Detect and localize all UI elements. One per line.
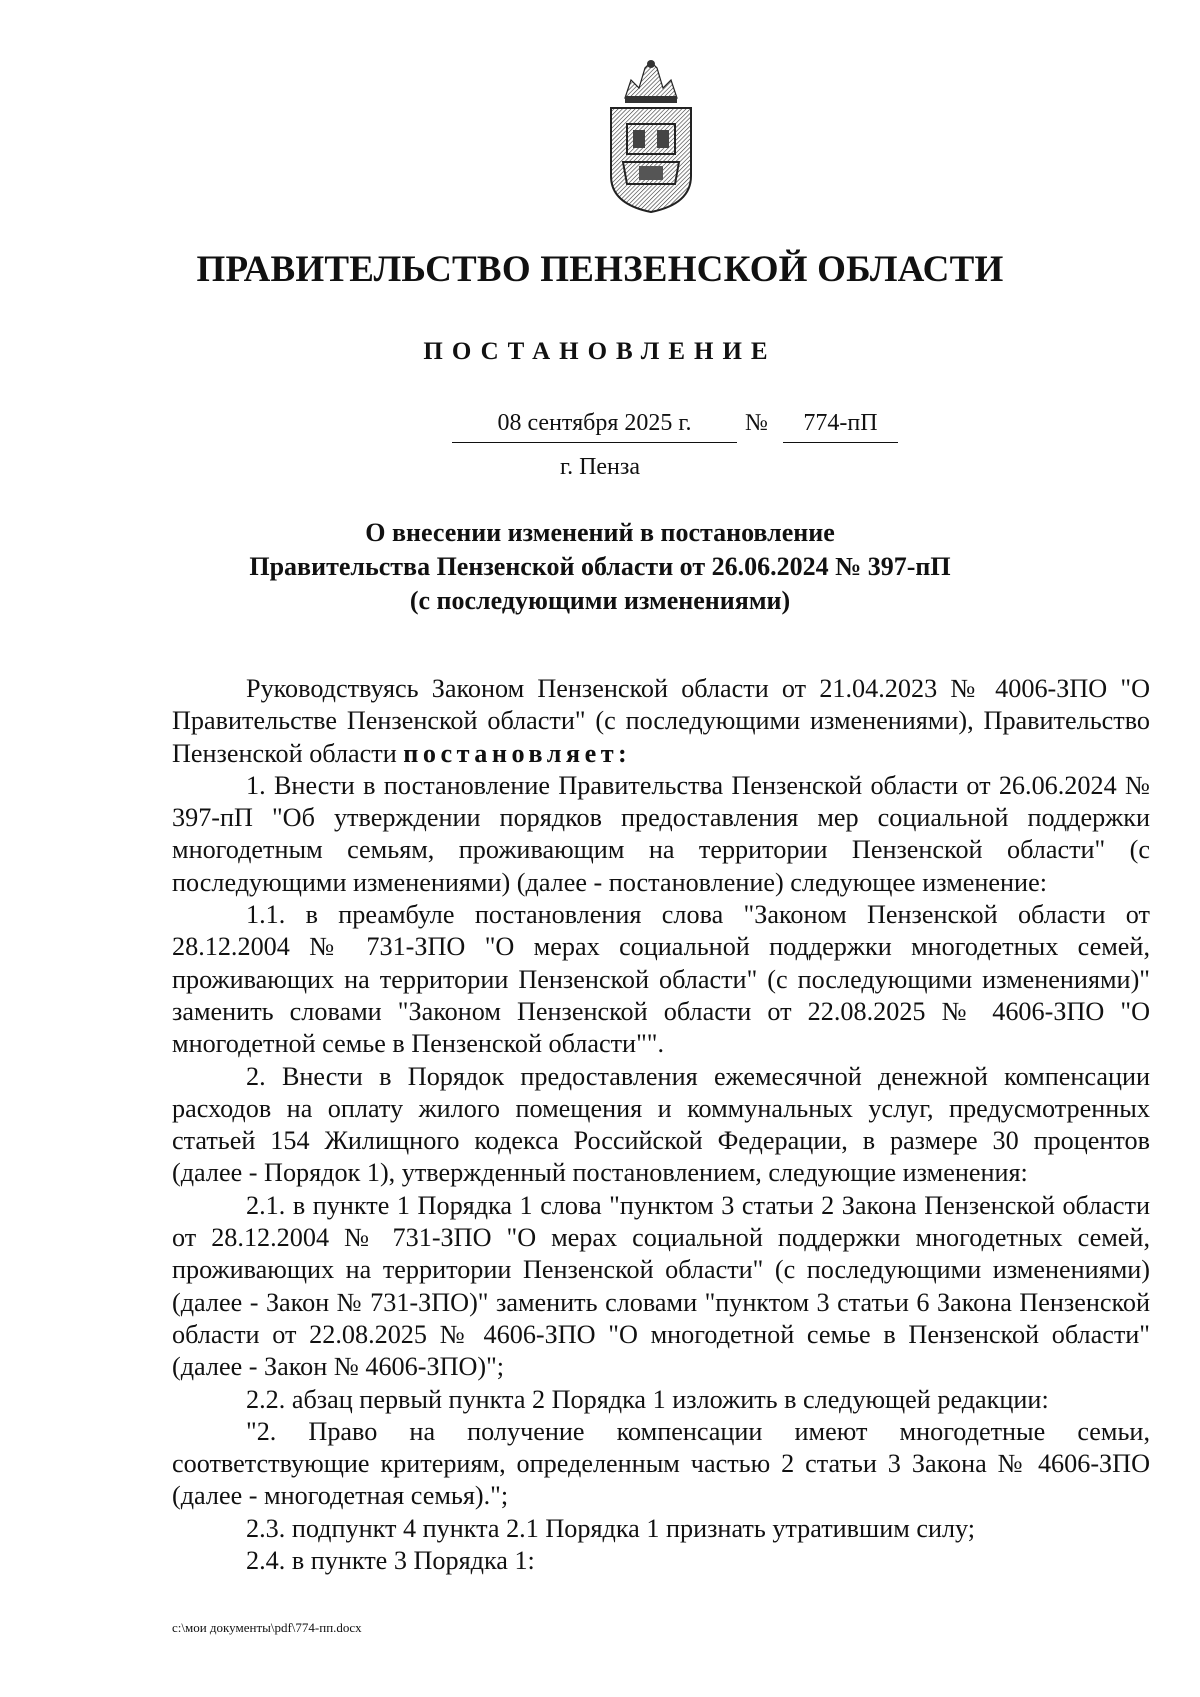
pensa-coat-of-arms-icon bbox=[605, 58, 697, 214]
preamble-text: Руководствуясь Законом Пензенской области от 21.04.2023 № 4006-ЗПО "О Правительстве Пензенской области" (с последующими изменениями), Правительство Пензенской области bbox=[172, 674, 1150, 768]
paragraph-2-2: 2.2. абзац первый пункта 2 Порядка 1 изложить в следующей редакции: bbox=[246, 1384, 1049, 1414]
number-sign: № bbox=[745, 410, 768, 436]
paragraph-2-4: 2.4. в пункте 3 Порядка 1: bbox=[246, 1546, 535, 1576]
paragraph-quote-2: "2. Право на получение компенсации имеют многодетные семьи, соответствующие критериям, определенным частью 2 статьи 3 Закона № 4606-ЗПО (далее - многодетная семья)."; bbox=[172, 1416, 1150, 1511]
paragraph-2-1: 2.1. в пункте 1 Порядка 1 слова "пунктом 3 статьи 2 Закона Пензенской области от 28.12.2004 № 731-ЗПО "О мерах социальной поддержки многодетных семей, проживающих на территории Пензенской области" (с последующими изменениями) (далее - Закон № 731-ЗПО)" заменить словами "пунктом 3 статьи 6 Закона Пензенской области от 22.08.2025 № 4606-ЗПО "О многодетной семье в Пензенской области" (далее - Закон № 4606-ЗПО)"; bbox=[172, 1190, 1150, 1382]
document-subject bbox=[0, 516, 1200, 618]
subject-line-1: О внесении изменений в постановление bbox=[365, 518, 835, 547]
paragraph-2: 2. Внести в Порядок предоставления ежемесячной денежной компенсации расходов на оплату жилого помещения и коммунальных услуг, предусмотренных статьей 154 Жилищного кодекса Российской Федерации, в размере 30 процентов (далее - Порядок 1), утвержденный постановлением, следующие изменения: bbox=[172, 1061, 1150, 1188]
paragraph-preamble bbox=[172, 673, 1150, 770]
document-body bbox=[172, 673, 1150, 1577]
resolves-word: постановляет: bbox=[403, 738, 632, 768]
subject-line-2: Правительства Пензенской области от 26.06.2024 № 397-пП bbox=[249, 552, 951, 581]
paragraph-1-1: 1.1. в преамбуле постановления слова "Законом Пензенской области от 28.12.2004 № 731-ЗПО "О мерах социальной поддержки многодетных семей, проживающих на территории Пензенской области" (с последующими изменениями)" заменить словами "Законом Пензенской области от 22.08.2025 № 4606-ЗПО "О многодетной семье в Пензенской области"". bbox=[172, 900, 1150, 1059]
document-type: ПОСТАНОВЛЕНИЕ bbox=[423, 338, 777, 365]
subject-line-3: (с последующими изменениями) bbox=[409, 586, 791, 615]
paragraph-1: 1. Внести в постановление Правительства Пензенской области от 26.06.2024 № 397-пП "Об утверждении порядков предоставления мер социальной поддержки многодетным семьям, проживающим на территории Пензенской области" (с последующими изменениями) (далее - постановление) следующее изменение: bbox=[172, 770, 1150, 897]
paragraph-2-3: 2.3. подпункт 4 пункта 2.1 Порядка 1 признать утратившим силу; bbox=[246, 1513, 976, 1543]
date-number-line bbox=[0, 410, 1200, 446]
document-date: 08 сентября 2025 г. bbox=[452, 410, 737, 443]
document-number: 774-пП bbox=[783, 410, 898, 443]
organization-title: ПРАВИТЕЛЬСТВО ПЕНЗЕНСКОЙ ОБЛАСТИ bbox=[196, 249, 1004, 290]
file-path-footer: c:\мои документы\pdf\774-пп.docx bbox=[172, 1620, 362, 1635]
city: г. Пенза bbox=[559, 454, 641, 480]
